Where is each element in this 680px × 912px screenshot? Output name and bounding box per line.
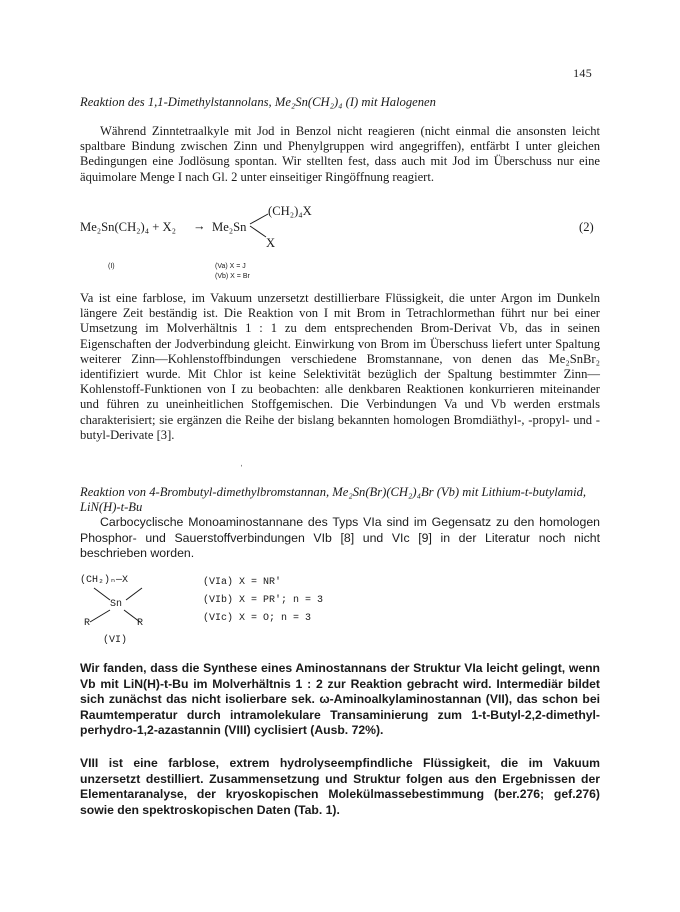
paragraph-iodine-reaction: Während Zinntetraalkyle mit Jod in Benzol nicht reagieren (nicht einmal die ansonsten leicht spaltbare Bindung zwischen Zinn und Phenylgruppen wird angegriffen), entfärbt I unter gleichen Bedingungen eine Jodlösung spontan. Wir stellten fest, dass auch mit Jod im Überschuss nur eine äquimolare Menge I nach Gl. 2 unter einseitiger Ringöffnung reagiert. <box>80 124 600 184</box>
label-Va: (Va) X = J <box>215 263 246 270</box>
section-heading-amide: Reaktion von 4-Brombutyl-dimethylbromstannan, Me₂Sn(Br)(CH₂)₄Br (Vb) mit Lithium-t-butylamid, LiN(H)-t-Bu <box>80 485 587 514</box>
page-number: 145 <box>573 66 592 80</box>
label-Vb: (Vb) X = Br <box>215 273 250 280</box>
paragraph-aminostannanes-intro: Carbocyclische Monoaminostannane des Typs VIa sind im Gegensatz zu den homologen Phosphor- und Sauerstoffverbindungen VIb [8] und VIc [9] in der Literatur noch nicht beschrieben worden. <box>80 515 600 561</box>
structure-label: (VI) <box>103 635 128 646</box>
paragraph-bromine-reaction: Va ist eine farblose, im Vakuum unzersetzt destillierbare Flüssigkeit, die unter Argon im Dunkeln längere Zeit beständig ist. Die Reaktion von I mit Brom in Tetrachlormethan führt nur bei einer Umsetzung im Molverhältnis 1 : 1 zu dem entsprechenden Brom-Derivat Vb, das in seinen Eigenschaften der Jodverbindung gleicht. Einwirkung von Brom im Überschuss liefert unter Spaltung weiterer Zinn—Kohlenstoffbindungen verschiedene Bromstannane, von denen das Me₂SnBr₂ identifiziert wurde. Mit Chlor ist keine Selektivität bezüglich der Spaltung bestimmter Zinn—Kohlenstoff-Funktionen von I zu beobachten: alle denkbaren Reaktionen konkurrieren miteinander und führen zu uneinheitlichen Stoffgemischen. Die Verbindungen Va und Vb werden erstmals charakterisiert; sie ergänzen die Reihe der bislang bekannten homologen Bromdiäthyl-, -propyl- und -butyl-Derivate [3]. <box>80 291 600 442</box>
label-reactant-I: (I) <box>108 263 115 270</box>
structure-top: (CH₂)ₙ—X <box>80 575 129 586</box>
equation-reactant: Me₂Sn(CH₂)₄ + X₂ <box>80 220 177 234</box>
paragraph-synthesis: Wir fanden, dass die Synthese eines Aminostannans der Struktur VIa leicht gelingt, wenn Vb mit LiN(H)-t-Bu im Molverhältnis 1 : 2 zur Reaktion gebracht wird. Intermediär bildet sich zunächst das nicht isolierbare sek. ω-Aminoalkylaminostannan (VII), das schon bei Raumtemperatur durch intramolekulare Transaminierung zum 1-t-Butyl-2,2-dimethyl-perhydro-1,2-azastannin (VIII) cyclisiert (Ausb. 72%). <box>80 661 600 738</box>
structure-variant-VIc: (VIc) X = O; n = 3 <box>203 613 312 624</box>
structure-variant-VIa: (VIa) X = NR′ <box>203 577 282 588</box>
equation-number: (2) <box>579 220 594 234</box>
structure-left-R: R <box>84 618 91 629</box>
section-heading-halogen: Reaktion des 1,1-Dimethylstannolans, Me₂Sn(CH₂)₄ (I) mit Halogenen <box>80 95 436 109</box>
structure-tin: Sn <box>110 599 123 610</box>
structure-variant-VIb: (VIb) X = PR′; n = 3 <box>203 595 324 606</box>
stray-mark: ˈ <box>240 464 244 475</box>
equation-product-upper: (CH₂)₄X <box>268 204 312 218</box>
reaction-arrow: → <box>193 219 206 233</box>
equation-product-lower: X <box>266 236 276 250</box>
structure-right-R: R <box>137 618 144 629</box>
paragraph-properties: VIII ist eine farblose, extrem hydrolyseempfindliche Flüssigkeit, die im Vakuum unzersetzt destilliert. Zusammensetzung und Struktur folgen aus den Ergebnissen der Elementaranalyse, der kryoskopischen Molekülmassebestimmung (ber.276; gef.276) sowie den spektroskopischen Daten (Tab. 1). <box>80 756 600 817</box>
equation-product-tin: Me₂Sn <box>212 220 247 234</box>
